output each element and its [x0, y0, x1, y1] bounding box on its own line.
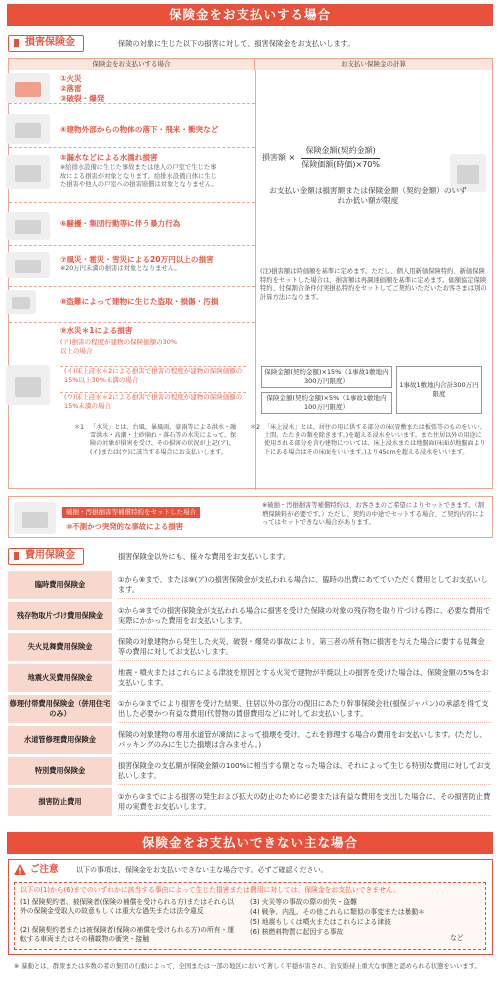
- row-text: 保険の対象建物の専用水道管が凍結によって損壊を受け、これを修理する場合の費用をお支払いします。(ただし、パッキングのみに生じた損壊は含みません。): [118, 726, 491, 754]
- riot-illustration: [6, 212, 50, 240]
- row-divider: [9, 147, 255, 148]
- broken-window-illustration: [14, 502, 56, 534]
- item-falling-object: ④建物外部からの物体の落下・飛来・衝突など: [60, 125, 219, 134]
- footnote-2: 「床上浸水」とは、居住の用に供する部分の床(畳敷または板張等のものをいい、土間、たたきの類を除きます。)を超える浸水をいいます。また住居以外の用途に使用される部分を含む建物については、床上浸水または地盤面(床面が地盤面より下にある場合はその床面をいいます。)より45cmを超える浸水をいいます。: [264, 424, 486, 456]
- table-row: [8, 571, 493, 600]
- row-label: 水道管修理費用保険金: [8, 726, 112, 754]
- formula-footnote: (注)損害額は時価額を基準に定めます。ただし、個人用新価保険特約、新価保険特約をセットした場合は、損害額は再調達価額を基準に定めます。価額協定保険特約、付保割合条件付実損払特約をセットしてご契約いただいたお客さまは別の計算方法になります。: [260, 268, 487, 301]
- section-description-2: 損害保険金以外にも、様々な費用をお支払いします。: [118, 552, 290, 561]
- row-text: ①から③までによる損害の発生および拡大の防止のために必要または有益な費用を支出した場合に、その損害防止費用の実費をお支払いします。: [118, 788, 491, 816]
- footnote-1-mark: ＊1: [74, 424, 84, 431]
- row-label: 損害防止費用: [8, 788, 112, 816]
- flood-house-illustration: [6, 365, 50, 405]
- row-divider: [9, 322, 255, 323]
- page-title-banner: 保険金をお支払いする場合: [7, 4, 493, 26]
- section-description: 保険の対象に生じた以下の損害に対して、損害保険金をお支払いします。: [118, 39, 355, 48]
- item-fire: ①火災: [60, 74, 82, 83]
- exclusion-etc: など: [450, 934, 464, 942]
- row-text: ①から⑩までの損害保険金が支払われる場合に損害を受けた保険の対象の残存物を取り片づける際に、必要な費用で実際にかかった費用をお支払いします。: [118, 602, 491, 630]
- row-label: 残存物取片づけ費用保険金: [8, 602, 112, 630]
- row-divider: [9, 202, 255, 203]
- warning-icon: [14, 864, 26, 875]
- table-row: [8, 664, 493, 693]
- footnote-1: 「水災」とは、台風、暴風雨、豪雨等による洪水・融雪洪水・高潮・土砂崩れ・落石等の水災によって、保険の対象が損害を受け、その損害の状況が上記(ア)、(イ)または(ウ)に該当する場合にお支払いします。: [90, 424, 237, 456]
- item-riot: ⑥騒擾・集団行動等に伴う暴力行為: [60, 219, 181, 228]
- fire-house-illustration: [6, 73, 50, 103]
- row-text: 地震・噴火またはこれらによる津波を原因とする火災で建物が半焼以上の損害を受けた場合は、保険金額の5%をお支払いします。: [118, 664, 491, 692]
- falling-object-illustration: [6, 114, 50, 144]
- exclusion-3: (3) 火災等の事故の際の紛失・盗難: [250, 898, 357, 906]
- row-text: 保険の対象建物から発生した火災、破裂・爆発の事故により、第三者の所有物に損害を与えた場合に要する見舞金等の費用に対してお支払いします。: [118, 633, 491, 661]
- row-text: 損害保険金の支払額が保険金額の100%に相当する額となった場合は、それによって生じる特別な費用に対してお支払いします。: [118, 757, 491, 785]
- table-row: [8, 757, 493, 786]
- exclusion-1: (1) 保険契約者、被保険者(保険の補償を受けられる方)またはそれら以外の保険金受取人の故意もしくは重大な過失または法令違反: [20, 898, 235, 916]
- riot-definition-note: ※ 暴動とは、群衆または多数の者の集団の行動によって、全国または一部の地区において著しく平穏が害され、治安維持上重大な事態と認められる状態をいいます。: [14, 963, 481, 970]
- rider-item: ⑩不測かつ突発的な事故による損害: [66, 522, 184, 531]
- row-text: ①から⑧まで、または⑨(ア)の損害保険金が支払われる場合に、臨時の出費にあてていただく費用としてお支払いします。: [118, 571, 491, 599]
- row-label: 臨時費用保険金: [8, 571, 112, 599]
- item-storm-note: ※20万円未満の損害は対象となりません。: [60, 265, 181, 272]
- item-flood: ⑨水災＊1による損害: [60, 326, 133, 335]
- rider-note: ※破損・汚損損害等補償特約は、お客さまのご希望によりセットできます。（割増保険料が必要です。）ただし、契約の中途でセットする場合、ご契約内容によってはセットできない場合があります。: [262, 502, 485, 526]
- table-row: [8, 726, 493, 755]
- table-header-left: 保険金をお支払いする場合: [9, 59, 255, 70]
- calc-flood-c: 保険金額(契約金額)×5%（1事故1敷地内100万円限度）: [261, 392, 392, 414]
- item-water-leak: ⑤漏水などによる水濡れ損害: [60, 153, 158, 162]
- section-label-damage-insurance: 損害保険金: [8, 35, 84, 52]
- row-text: ①から③までにより損害を受けた結果、住居以外の部分の復旧にあたり幹事保険会社(損保ジャパン)の承認を得て支出した必要かつ有益な費用(代替物の賃借費用など)に対してお支払いします。: [118, 695, 491, 723]
- formula-numerator: 保険金額(契約金額): [301, 146, 380, 159]
- table-row: [8, 633, 493, 662]
- water-leak-illustration: [6, 155, 50, 189]
- formula-denominator: 保険価額(時価)×70%: [301, 159, 380, 169]
- item-storm: ⑦風災・雹災・雪災による20万円以上の損害: [60, 255, 214, 264]
- exclusion-5: (5) 地震もしくは噴火またはこれらによる津波: [250, 918, 391, 926]
- row-label: 失火見舞費用保険金: [8, 633, 112, 661]
- row-label: 地震火災費用保険金: [8, 664, 112, 692]
- table-row: [8, 788, 493, 817]
- item-theft: ⑧盗難によって建物に生じた盗取・損傷・汚損: [60, 297, 219, 306]
- row-label: 特別費用保険金: [8, 757, 112, 785]
- caution-title: ご注意: [30, 864, 59, 875]
- item-flood-b: (イ)床上浸水＊2による損害で損害の程度が建物の保険価額の15%以上30%未満の場合: [60, 366, 246, 384]
- rider-tag: 破損・汚損損害等補償特約をセットした場合: [62, 507, 200, 518]
- item-water-leak-note: ※給排水設備に生じた事故または他人の戸室で生じた事故による損害が対象となります。給排水設備自体に生じた損害や他人の戸室への損害賠償は対象となりません。: [60, 164, 218, 188]
- payment-formula: [262, 146, 472, 171]
- item-lightning: ②落雷: [60, 84, 82, 93]
- item-flood-c: (ウ)床上浸水＊2による損害で損害の程度が建物の保険価額の15%未満の場合: [60, 392, 246, 410]
- calc-flood-b: 保険金額(契約金額)×15%（1事故1敷地内300万円限度）: [261, 366, 392, 388]
- footnote-2-mark: ＊2: [250, 424, 260, 431]
- table-row: [8, 602, 493, 631]
- row-divider: [9, 286, 255, 287]
- section-label-expense-insurance: 費用保険金: [8, 548, 84, 565]
- row-label: 修理付帯費用保険金（併用住宅のみ）: [8, 695, 112, 723]
- formula-damage-label: 損害額 ×: [262, 152, 296, 162]
- exclusion-6: (6) 核燃料物質に起因する事故: [250, 928, 344, 936]
- theft-illustration: [6, 290, 36, 314]
- table-row: [8, 695, 493, 724]
- table-header-right: お支払い保険金の計算: [255, 59, 492, 70]
- exclusions-banner: 保険金をお支払いできない主な場合: [7, 832, 493, 854]
- item-explosion: ③破裂・爆発: [60, 94, 105, 103]
- exclusion-4: (4) 戦争、内乱、その他これらに類似の事変または暴動＊: [250, 908, 425, 916]
- formula-limit-note: お支払い金額は損害額または保険金額（契約金額）のいずれか低い額が限度: [269, 186, 467, 206]
- calc-combined-limit: 1事故1敷地内合計300万円限度: [396, 366, 482, 414]
- caution-description: 以下の事項は、保険金をお支払いできない主な場合です。必ずご確認ください。: [76, 866, 328, 874]
- storm-illustration: [6, 252, 50, 278]
- row-divider: [9, 245, 255, 246]
- item-flood-a: (ア)損害の程度が建物の保険価額の30%以上の場合: [60, 338, 178, 355]
- exclusions-heading: 以下の(1)から(6)までのいずれかに該当する事由によって生じた損害または費用に対しては、保険金をお支払いできません。: [20, 886, 400, 894]
- exclusion-2: (2) 保険契約者または被保険者(保険の補償を受けられる方)の所有・運転する車両またはその積載物の衝突・接触: [20, 926, 235, 944]
